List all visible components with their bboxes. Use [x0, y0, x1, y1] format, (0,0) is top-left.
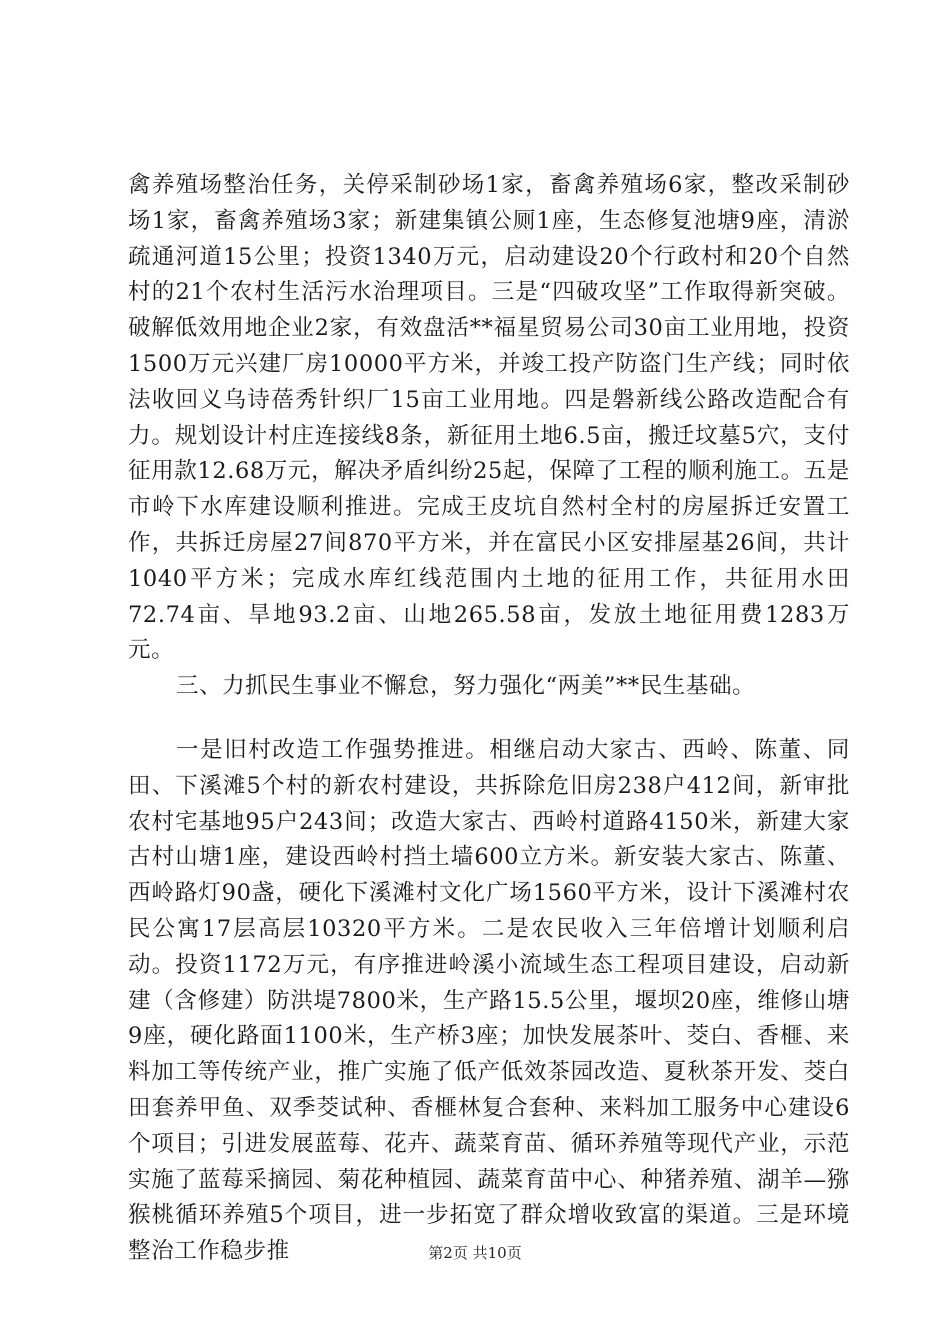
document-body: [128, 168, 850, 1270]
paragraph-spacer: [128, 705, 850, 733]
paragraph: 一是旧村改造工作强势推进。相继启动大家古、西岭、陈董、同田、下溪滩5个村的新农村建设，共拆除危旧房238户412间，新审批农村宅基地95户243间；改造大家古、西岭村道路4150米，新建大家古村山塘1座，建设西岭村挡土墙600立方米。新安装大家古、陈董、西岭路灯90盏，硬化下溪滩村文化广场1560平方米，设计下溪滩村农民公寓17层高层10320平方米。二是农民收入三年倍增计划顺利启动。投资1172万元，有序推进岭溪小流域生态工程项目建设，启动新建（含修建）防洪堤7800米，生产路15.5公里，堰坝20座，维修山塘9座，硬化路面1100米，生产桥3座；加快发展茶叶、茭白、香榧、来料加工等传统产业，推广实施了低产低效茶园改造、夏秋茶开发、茭白田套养甲鱼、双季茭试种、香榧林复合套种、来料加工服务中心建设6个项目；引进发展蓝莓、花卉、蔬菜育苗、循环养殖等现代产业，示范实施了蓝莓采摘园、菊花种植园、蔬菜育苗中心、种猪养殖、湖羊—猕猴桃循环养殖5个项目，进一步拓宽了群众增收致富的渠道。三是环境整治工作稳步推: [128, 736, 850, 1265]
page-number-footer: 第2页 共10页: [428, 1244, 522, 1262]
paragraph-continuation: 禽养殖场整治任务，关停采制砂场1家，畜禽养殖场6家，整改采制砂场1家，畜禽养殖场3家；新建集镇公厕1座，生态修复池塘9座，清淤疏通河道15公里；投资1340万元，启动建设20个行政村和20个自然村的21个农村生活污水治理项目。三是“四破攻坚”工作取得新突破。破解低效用地企业2家，有效盘活**福星贸易公司30亩工业用地，投资1500万元兴建厂房10000平方米，并竣工投产防盗门生产线；同时依法收回义乌诗蓓秀针织厂15亩工业用地。四是磐新线公路改造配合有力。规划设计村庄连接线8条，新征用土地6.5亩，搬迁坟墓5穴，支付征用款12.68万元，解决矛盾纠纷25起，保障了工程的顺利施工。五是市岭下水库建设顺利推进。完成王皮坑自然村全村的房屋拆迁安置工作，共拆迁房屋27间870平方米，并在富民小区安排屋基26间，共计1040平方米；完成水库红线范围内土地的征用工作，共征用水田72.74亩、旱地93.2亩、山地265.58亩，发放土地征用费1283万元。: [128, 172, 850, 664]
section-heading: 三、力抓民生事业不懈怠，努力强化“两美”**民生基础。: [176, 673, 756, 700]
